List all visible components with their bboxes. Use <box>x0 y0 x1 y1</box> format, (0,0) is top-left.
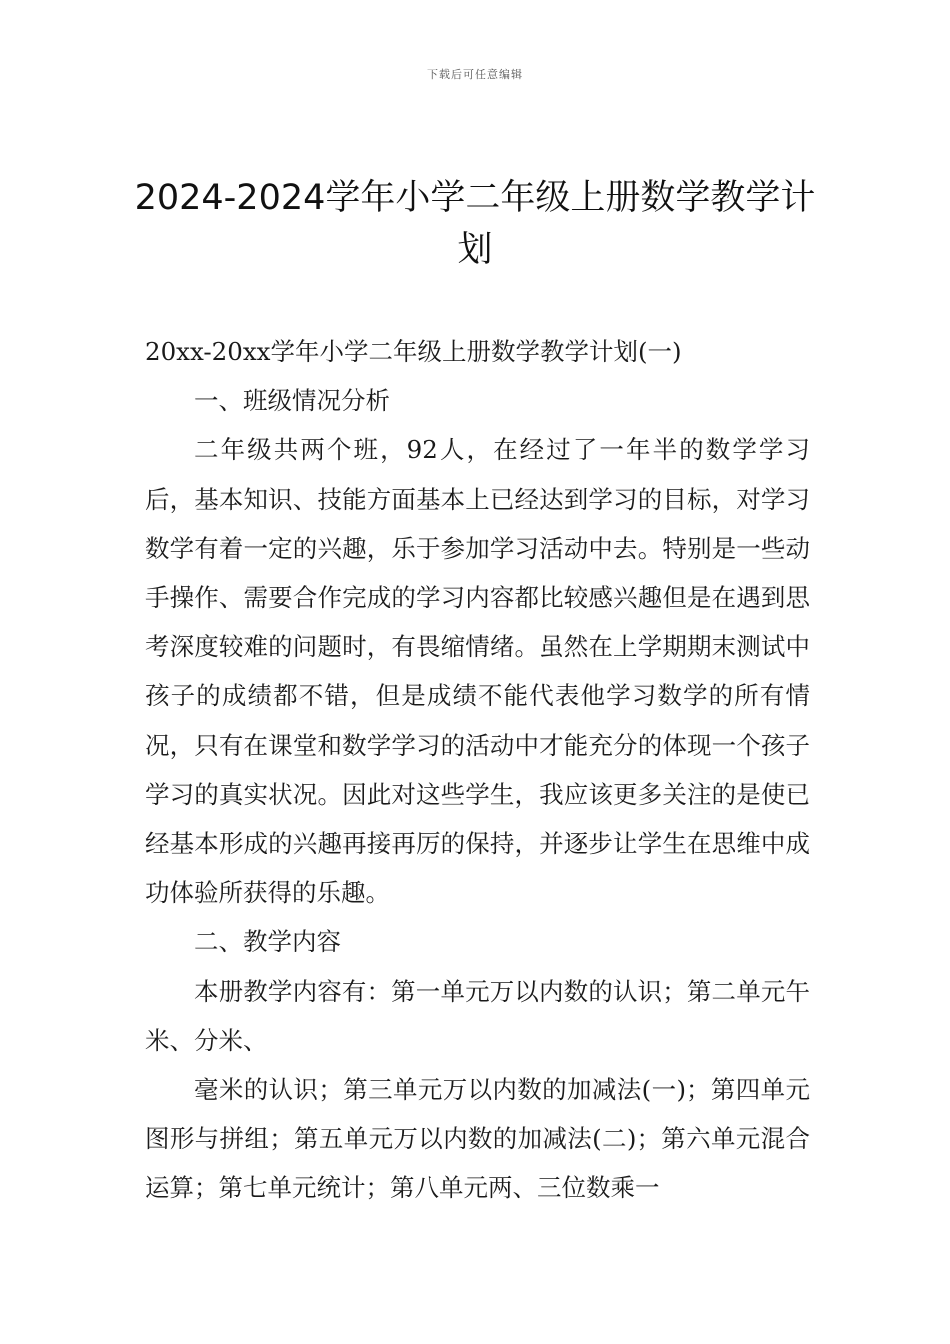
document-title: 2024-2024学年小学二年级上册数学教学计划 <box>134 178 816 270</box>
paragraph-class-analysis: 二年级共两个班，92人，在经过了一年半的数学学习后，基本知识、技能方面基本上已经达到学习的目标，对学习数学有着一定的兴趣，乐于参加学习活动中去。特别是一些动手操作、需要合作完成的学习内容都比较感兴趣但是在遇到思考深度较难的问题时，有畏缩情绪。虽然在上学期期末测试中孩子的成绩都不错，但是成绩不能代表他学习数学的所有情况，只有在课堂和数学学习的活动中才能充分的体现一个孩子学习的真实状况。因此对这些学生，我应该更多关注的是使已经基本形成的兴趣再接再厉的保持，并逐步让学生在思维中成功体验所获得的乐趣。 <box>145 435 810 908</box>
header-note: 下载后可任意编辑 <box>427 68 523 81</box>
section-heading-class-analysis: 一、班级情况分析 <box>194 386 390 416</box>
document-body <box>145 327 810 1213</box>
paragraph-teaching-content-1: 本册教学内容有：第一单元万以内数的认识；第二单元午米、分米、 <box>145 976 810 1055</box>
paragraph-subtitle: 20xx-20xx学年小学二年级上册数学教学计划(一) <box>145 337 682 366</box>
section-heading-teaching-content: 二、教学内容 <box>194 927 341 957</box>
paragraph-teaching-content-2: 毫米的认识；第三单元万以内数的加减法(一)；第四单元图形与拼组；第五单元万以内数的加减法(二)；第六单元混合运算；第七单元统计；第八单元两、三位数乘一 <box>145 1075 810 1203</box>
